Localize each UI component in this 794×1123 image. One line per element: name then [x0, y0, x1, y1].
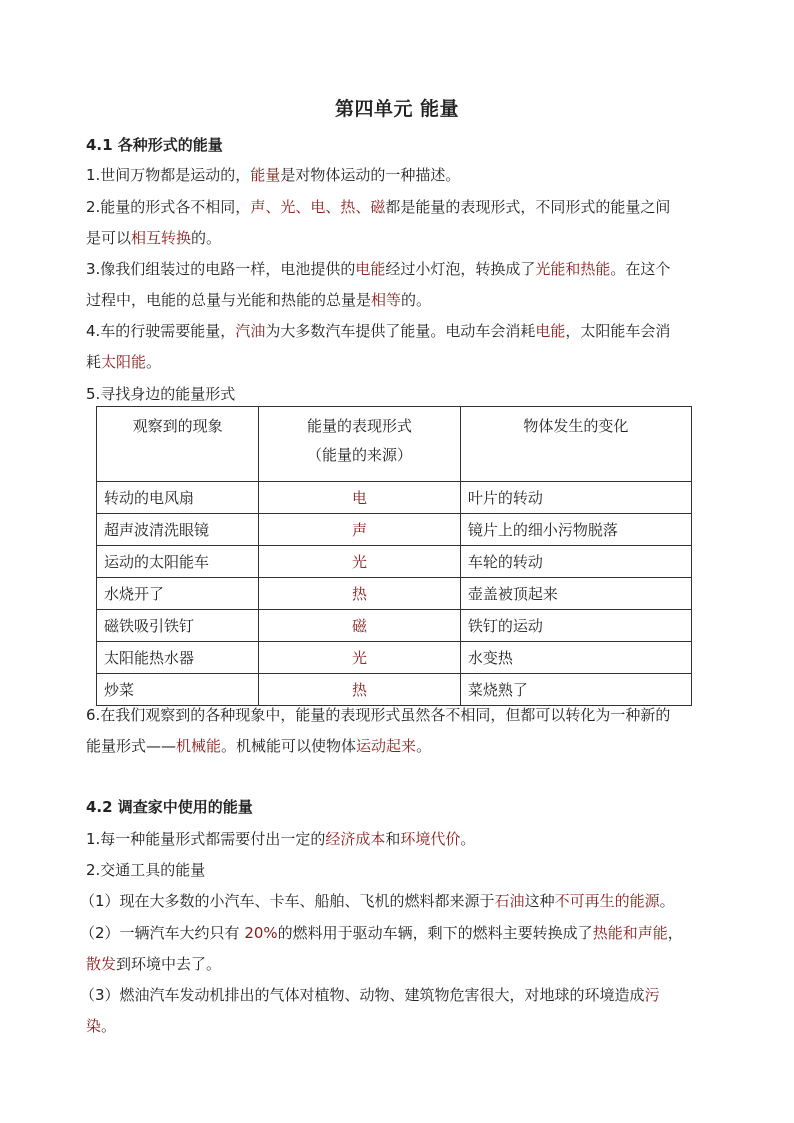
- s2-item-3-line-2: 染。: [86, 1017, 117, 1035]
- cell-energy-form: 磁: [259, 610, 461, 642]
- header-change: 物体发生的变化: [460, 407, 691, 482]
- table-row: [97, 546, 692, 578]
- cell-energy-form: 热: [259, 578, 461, 610]
- header-phenomenon: 观察到的现象: [97, 407, 259, 482]
- paragraph-3-line-2: 过程中，电能的总量与光能和热能的总量是相等的。: [86, 291, 432, 309]
- header-energy-form: 能量的表现形式 （能量的来源）: [259, 407, 461, 482]
- cell-phenomenon: 超声波清洗眼镜: [97, 514, 259, 546]
- table-row: [97, 674, 692, 706]
- table-row: [97, 610, 692, 642]
- paragraph-1: 1.世间万物都是运动的，能量是对物体运动的一种描述。: [86, 166, 461, 184]
- s2-item-1: （1）现在大多数的小汽车、卡车、船舶、飞机的燃料都来源于石油这种不可再生的能源。: [80, 892, 675, 910]
- s2-paragraph-1: 1.每一种能量形式都需要付出一定的经济成本和环境代价。: [86, 830, 476, 848]
- cell-change: 水变热: [460, 642, 691, 674]
- paragraph-6-line-2: 能量形式——机械能。机械能可以使物体运动起来。: [86, 737, 432, 755]
- cell-phenomenon: 炒菜: [97, 674, 259, 706]
- section-heading-4-1: 4.1 各种形式的能量: [86, 136, 223, 154]
- table-row: [97, 482, 692, 514]
- paragraph-2-line-1: 2.能量的形式各不相同，声、光、电、热、磁都是能量的表现形式，不同形式的能量之间: [86, 198, 671, 216]
- page-title: 第四单元 能量: [334, 98, 460, 120]
- table-row: [97, 514, 692, 546]
- table-header-row: [97, 407, 692, 482]
- cell-energy-form: 光: [259, 642, 461, 674]
- cell-energy-form: 热: [259, 674, 461, 706]
- paragraph-5: 5.寻找身边的能量形式: [86, 385, 236, 403]
- cell-energy-form: 声: [259, 514, 461, 546]
- cell-change: 菜烧熟了: [460, 674, 691, 706]
- table-row: [97, 642, 692, 674]
- cell-change: 叶片的转动: [460, 482, 691, 514]
- paragraph-3-line-1: 3.像我们组装过的电路一样，电池提供的电能经过小灯泡，转换成了光能和热能。在这个: [86, 260, 671, 278]
- cell-phenomenon: 太阳能热水器: [97, 642, 259, 674]
- s2-item-3-line-1: （3）燃油汽车发动机排出的气体对植物、动物、建筑物危害很大，对地球的环境造成污: [80, 986, 660, 1004]
- s2-item-2-line-2: 散发到环境中去了。: [86, 955, 222, 973]
- cell-change: 车轮的转动: [460, 546, 691, 578]
- cell-phenomenon: 转动的电风扇: [97, 482, 259, 514]
- cell-phenomenon: 水烧开了: [97, 578, 259, 610]
- energy-forms-table: [96, 406, 692, 706]
- cell-change: 铁钉的运动: [460, 610, 691, 642]
- cell-energy-form: 电: [259, 482, 461, 514]
- cell-change: 镜片上的细小污物脱落: [460, 514, 691, 546]
- paragraph-4-line-2: 耗太阳能。: [86, 353, 162, 371]
- paragraph-4-line-1: 4.车的行驶需要能量，汽油为大多数汽车提供了能量。电动车会消耗电能，太阳能车会消: [86, 322, 671, 340]
- cell-change: 壶盖被顶起来: [460, 578, 691, 610]
- s2-paragraph-2: 2.交通工具的能量: [86, 861, 206, 879]
- table-row: [97, 578, 692, 610]
- paragraph-6-line-1: 6.在我们观察到的各种现象中，能量的表现形式虽然各不相同，但都可以转化为一种新的: [86, 706, 671, 724]
- cell-phenomenon: 磁铁吸引铁钉: [97, 610, 259, 642]
- cell-phenomenon: 运动的太阳能车: [97, 546, 259, 578]
- cell-energy-form: 光: [259, 546, 461, 578]
- s2-item-2-line-1: （2）一辆汽车大约只有 20%的燃料用于驱动车辆，剩下的燃料主要转换成了热能和声能，: [80, 924, 683, 942]
- section-heading-4-2: 4.2 调查家中使用的能量: [86, 798, 253, 816]
- paragraph-2-line-2: 是可以相互转换的。: [86, 229, 222, 247]
